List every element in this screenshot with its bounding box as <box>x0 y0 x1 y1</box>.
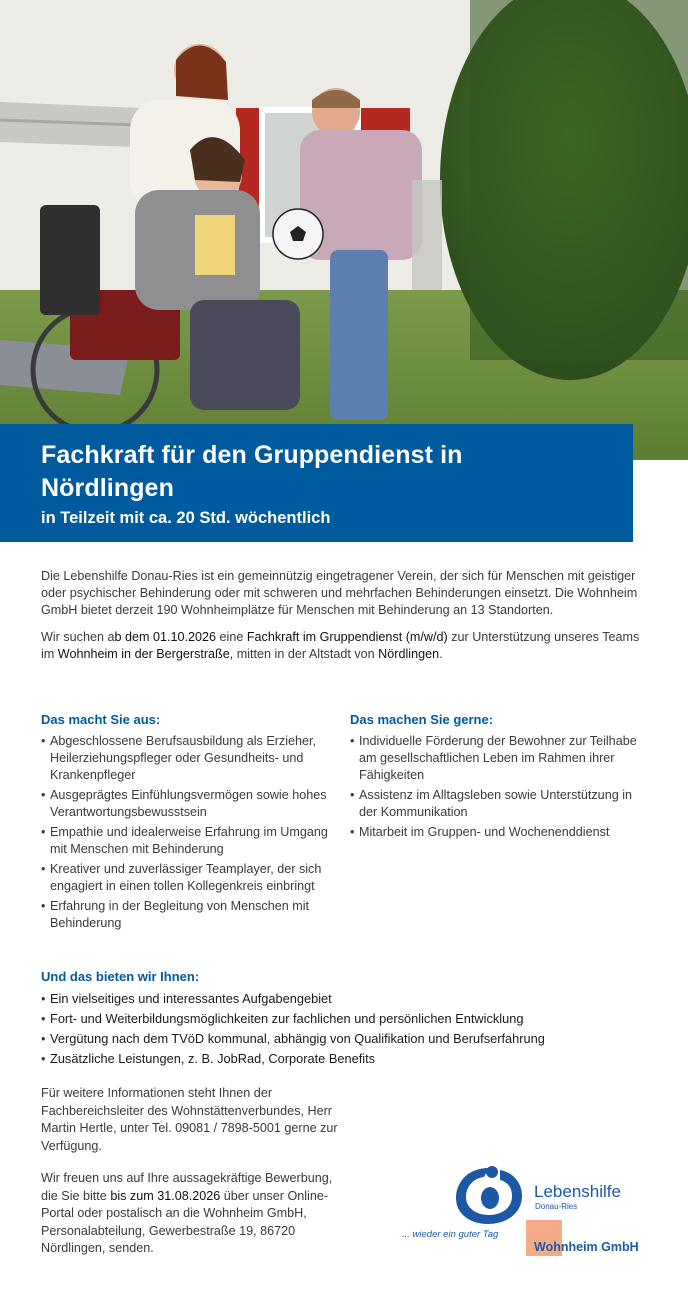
intro-text <box>41 568 651 663</box>
list-item: • Abgeschlossene Berufsausbildung als Erzieher, Heilerziehungspfleger oder Gesundheits- und Krankenpfleger <box>41 733 331 784</box>
list-item: • Kreativer und zuverlässiger Teamplayer, der sich engagiert in einen tollen Kollegenkreis einbringt <box>41 861 331 895</box>
list-item: • Assistenz im Alltagsleben sowie Unterstützung in der Kommunikation <box>350 787 650 821</box>
logo-region: Donau-Ries <box>535 1202 578 1211</box>
list-item: • Empathie und idealerweise Erfahrung im Umgang mit Menschen mit Behinderung <box>41 824 331 858</box>
hero-photo <box>0 0 688 460</box>
job-subtitle: in Teilzeit mit ca. 20 Std. wöchentlich <box>41 509 331 527</box>
workplace-name: Wohnheim in der Bergerstraße, <box>57 647 234 661</box>
apply-text-segment: über unser Online-Portal oder postalisch an die Wohnheim GmbH, Personalabteilung, Gewerbestraße 19, 86720 Nördlingen, senden. <box>41 1188 329 1255</box>
town-name: Nördlingen <box>378 647 440 661</box>
intro-text-segment: eine <box>216 630 247 644</box>
offer-section <box>41 968 661 1070</box>
lebenshilfe-mark-icon <box>454 1164 524 1226</box>
offer-list <box>41 990 661 1067</box>
profile-heading: Das macht Sie aus: <box>41 712 161 727</box>
offer-heading: Und das bieten wir Ihnen: <box>41 969 200 984</box>
intro-text-segment: zur Unterstützung unseres Teams im <box>41 630 640 661</box>
apply-text-segment: Wir freuen uns auf Ihre aussagekräftige Bewerbung, die Sie bitte <box>41 1171 333 1203</box>
logo-name: Lebenshilfe <box>534 1182 621 1201</box>
tasks-list <box>350 733 650 841</box>
position-name: Fachkraft im Gruppendienst (m/w/d) <box>246 630 448 644</box>
intro-paragraph-organization: Die Lebenshilfe Donau-Ries ist ein gemeinnützig eingetragener Verein, der sich für Menschen mit geistiger oder psychischer Behinderung oder mit schweren und mehrfachen Behinderungen einsetzt. Die Wohnheim GmbH bietet derzeit 190 Wohnheimplätze für Menschen mit Behinderung an 13 Standorten. <box>41 569 638 617</box>
contact-text: Für weitere Informationen steht Ihnen der Fachbereichsleiter des Wohnstättenverbundes, Herr Martin Hertle, unter Tel. 09081 / 7898-5001 gerne zur Verfügung. <box>41 1086 338 1153</box>
intro-text-segment: . <box>439 647 443 661</box>
list-item: • Zusätzliche Leistungen, z. B. JobRad, Corporate Benefits <box>41 1050 661 1067</box>
profile-list <box>41 733 331 932</box>
list-item: • Erfahrung in der Begleitung von Menschen mit Behinderung <box>41 898 331 932</box>
list-item: • Mitarbeit im Gruppen- und Wochenenddienst <box>350 824 650 841</box>
logo-claim: ... wieder ein guter Tag <box>402 1229 499 1240</box>
title-banner <box>0 424 633 542</box>
tasks-heading: Das machen Sie gerne: <box>350 712 494 727</box>
list-item: • Vergütung nach dem TVöD kommunal, abhängig von Qualifikation und Berufserfahrung <box>41 1030 661 1047</box>
list-item: • Ausgeprägtes Einfühlungsvermögen sowie hohes Verantwortungsbewusstsein <box>41 787 331 821</box>
start-date: b dem 01.10.2026 <box>114 630 217 644</box>
logo-company: Wohnheim GmbH <box>534 1240 639 1254</box>
application-deadline: bis zum 31.08.2026 <box>110 1188 221 1203</box>
tasks-section <box>350 711 650 844</box>
intro-text-segment: Wir suchen a <box>41 630 115 644</box>
intro-text-segment: mitten in der Altstadt von <box>233 647 379 661</box>
list-item: • Ein vielseitiges und interessantes Aufgabengebiet <box>41 990 661 1007</box>
list-item: • Fort- und Weiterbildungsmöglichkeiten zur fachlichen und persönlichen Entwicklung <box>41 1010 661 1027</box>
apply-text <box>41 1170 346 1258</box>
profile-section <box>41 711 331 935</box>
job-title: Fachkraft für den Gruppendienst in Nördlingen <box>41 441 463 502</box>
intro-paragraph-position <box>41 629 651 663</box>
list-item: • Individuelle Förderung der Bewohner zur Teilhabe am gesellschaftlichen Leben im Rahmen ihrer Fähigkeiten <box>350 733 650 784</box>
lebenshilfe-logo <box>400 1160 660 1260</box>
